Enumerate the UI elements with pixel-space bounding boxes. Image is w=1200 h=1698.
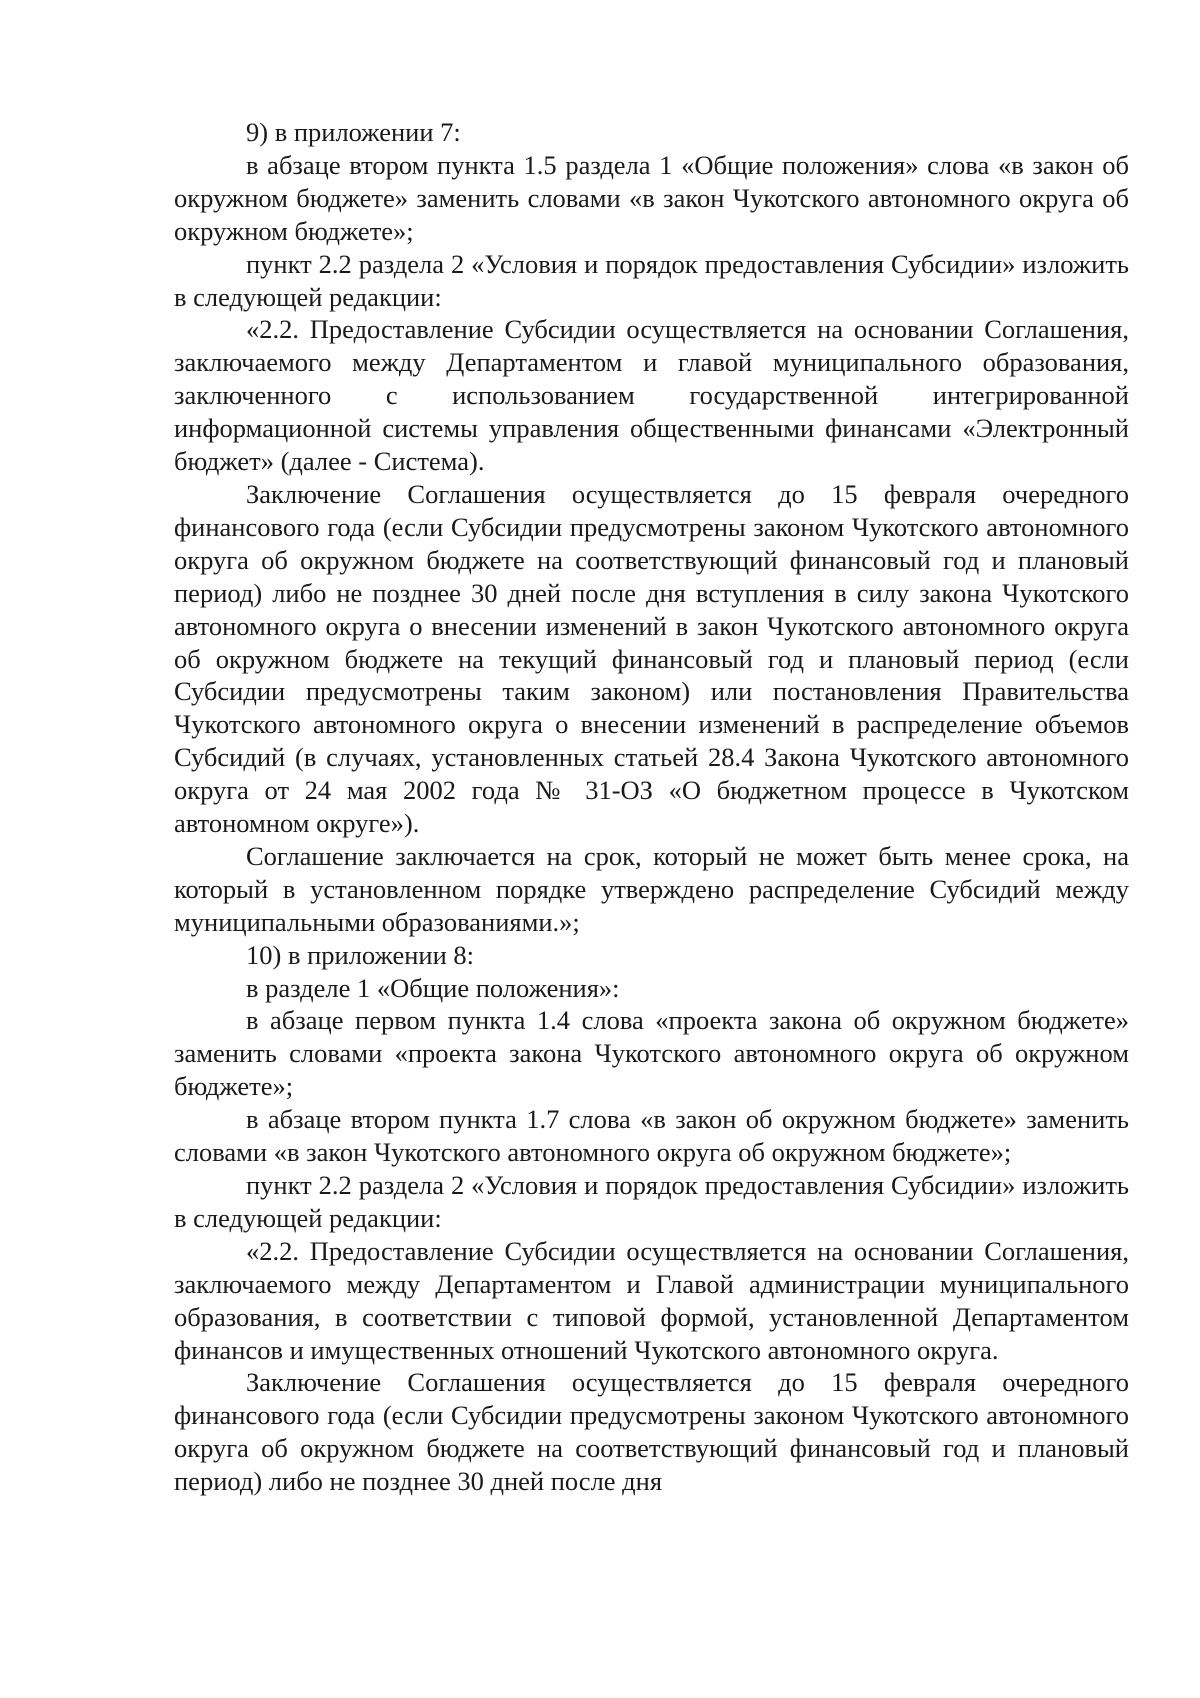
paragraph-app7-agreement-deadline: Заключение Соглашения осуществляется до 15 февраля очередного финансового года (если Субсидии предусмотрены законом Чукотского автономного округа об окружном бюджете на соответствующий финансовый год и плановый период) либо не позднее 30 дней после дня вступления в силу закона Чукотского автономного округа о внесении изменений в закон Чукотского автономного округа об окружном бюджете на текущий финансовый год и плановый период (если Субсидии предусмотрены таким законом) или постановления Правительства Чукотского автономного округа о внесении изменений в распределение объемов Субсидий (в случаях, установленных статьей 28.4 Закона Чукотского автономного округа от 24 мая 2002 года № 31-ОЗ «О бюджетном процессе в Чукотском автономном округе»). (174, 478, 1129, 839)
paragraph-app7-clause-2-2-text: «2.2. Предоставление Субсидии осуществляется на основании Соглашения, заключаемого между Департаментом и главой муниципального образования, заключенного с использованием государственной интегрированной информационной системы управления общественными финансами «Электронный бюджет» (далее - Система). (174, 314, 1129, 477)
paragraph-app7-clause-1-5: в абзаце втором пункта 1.5 раздела 1 «Общие положения» слова «в закон об окружном бюджете» заменить словами «в закон Чукотского автономного округа об окружном бюджете»; (174, 149, 1129, 246)
paragraph-app8-agreement-deadline: Заключение Соглашения осуществляется до 15 февраля очередного финансового года (если Субсидии предусмотрены законом Чукотского автономного округа об окружном бюджете на соответствующий финансовый год и плановый период) либо не позднее 30 дней после дня (174, 1367, 1129, 1497)
paragraph-app7-agreement-term: Соглашение заключается на срок, который не может быть менее срока, на который в установленном порядке утверждено распределение Субсидий между муниципальными образованиями.»; (174, 840, 1129, 937)
paragraph-app8-clause-2-2-text: «2.2. Предоставление Субсидии осуществляется на основании Соглашения, заключаемого между Департаментом и Главой администрации муниципального образования, в соответствии с типовой формой, установленной Департаментом финансов и имущественных отношений Чукотского автономного округа. (174, 1235, 1129, 1365)
paragraph-app8-clause-2-2-intro: пункт 2.2 раздела 2 «Условия и порядок предоставления Субсидии» изложить в следующей редакции: (174, 1170, 1129, 1233)
paragraph-app8-clause-1-7: в абзаце втором пункта 1.7 слова «в закон об окружном бюджете» заменить словами «в закон Чукотского автономного округа об окружном бюджете»; (174, 1104, 1129, 1168)
paragraph-item-9: 9) в приложении 7: (246, 117, 461, 147)
paragraph-app8-clause-1-4: в абзаце первом пункта 1.4 слова «проекта закона об окружном бюджете» заменить словами «проекта закона Чукотского автономного округа об окружном бюджете»; (174, 1005, 1129, 1102)
paragraph-app8-section-1: в разделе 1 «Общие положения»: (246, 972, 620, 1003)
paragraph-item-10: 10) в приложении 8: (246, 939, 475, 970)
document-body (174, 116, 1129, 1498)
paragraph-app7-clause-2-2-intro: пункт 2.2 раздела 2 «Условия и порядок предоставления Субсидии» изложить в следующей редакции: (174, 248, 1129, 312)
